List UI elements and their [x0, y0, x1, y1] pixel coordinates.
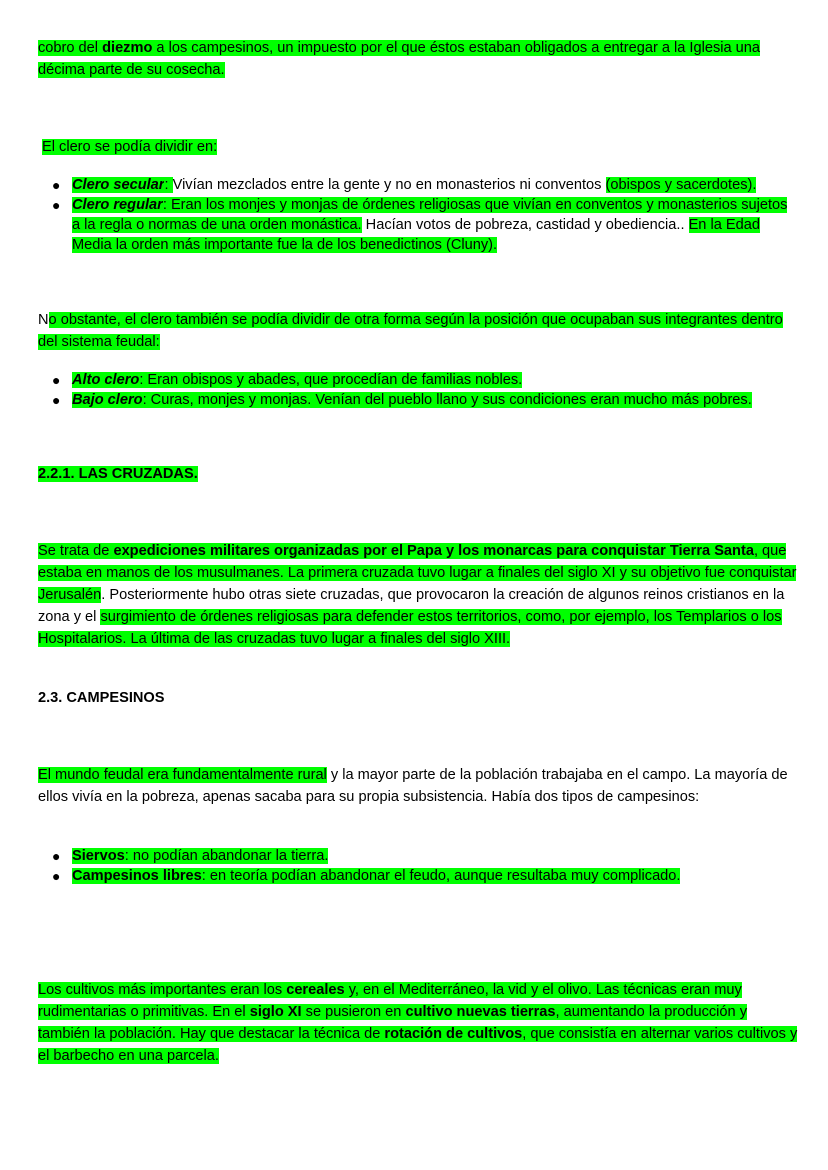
- section-heading-campesinos: [38, 687, 798, 709]
- list-campesinos: [38, 846, 798, 886]
- paragraph-diezmo: [38, 37, 798, 81]
- bold-text: cereales: [286, 982, 345, 998]
- term: Clero secular: [72, 177, 165, 193]
- highlight: El mundo feudal era fundamentalmente rural: [38, 767, 327, 783]
- paragraph-mundo-feudal: [38, 764, 798, 808]
- text: :: [164, 177, 173, 193]
- text: se pusieron en: [301, 1004, 406, 1020]
- list-item: [38, 846, 798, 866]
- bullet-icon: ●: [52, 868, 61, 884]
- paragraph-clero-intro: [42, 136, 802, 158]
- bullet-icon: ●: [52, 372, 61, 388]
- paragraph-cultivos: [38, 979, 798, 1067]
- list-alto-bajo: [38, 370, 798, 410]
- bullet-icon: ●: [52, 848, 61, 864]
- highlight: o obstante, el clero también se podía dividir de otra forma según la posición que ocupaban sus integrantes dentro del sistema feudal:: [38, 312, 783, 350]
- heading-text: 2.3. CAMPESINOS: [38, 690, 165, 706]
- text: , aumentando la producción y también la población. Hay que destacar la técnica de: [38, 1004, 747, 1042]
- text: : Curas, monjes y monjas. Venían del pueblo llano y sus condiciones eran mucho más pobres.: [142, 392, 752, 408]
- text: N: [38, 312, 49, 328]
- text: : no podían abandonar la tierra.: [124, 848, 329, 864]
- bold-text: rotación de cultivos: [384, 1026, 523, 1042]
- list-item: [38, 195, 798, 255]
- text: (obispos y sacerdotes).: [605, 177, 757, 193]
- list-clero: [38, 175, 798, 255]
- text: Los cultivos más importantes eran los: [38, 982, 287, 998]
- text: Vivían mezclados entre la gente y no en monasterios ni conventos: [172, 177, 606, 193]
- bold-text: diezmo: [102, 40, 153, 56]
- term: Bajo clero: [72, 392, 143, 408]
- text: y, en el Mediterráneo, la vid y el olivo. Las técnicas eran muy rudimentarias o primitivas. En el: [38, 982, 742, 1020]
- text: , que consistía en alternar varios cultivos y el barbecho en una parcela.: [38, 1026, 798, 1064]
- bold-text: cultivo nuevas tierras: [405, 1004, 556, 1020]
- highlight: [38, 40, 760, 78]
- text: En la Edad Media la orden más importante fue la de los benedictinos (Cluny).: [72, 217, 760, 253]
- text: : en teoría podían abandonar el feudo, aunque resultaba muy complicado.: [201, 868, 681, 884]
- list-item: [38, 866, 798, 886]
- list-item: [38, 390, 798, 410]
- text: cobro del: [38, 40, 103, 56]
- text: . Posteriormente hubo otras siete cruzadas, que provocaron la creación de algunos reinos cristianos en la zona y el: [38, 587, 785, 625]
- bullet-icon: ●: [52, 197, 61, 213]
- list-item: [38, 175, 798, 195]
- term: Campesinos libres: [72, 868, 202, 884]
- paragraph-no-obstante: [38, 309, 798, 353]
- text: : Eran obispos y abades, que procedían de familias nobles.: [139, 372, 523, 388]
- bold-text: siglo XI: [249, 1004, 302, 1020]
- highlight: surgimiento de órdenes religiosas para defender estos territorios, como, por ejemplo, los Templarios o los Hospitalarios. La última de las cruzadas tuvo lugar a finales del siglo XIII.: [38, 609, 782, 647]
- bullet-icon: ●: [52, 392, 61, 408]
- highlight: [38, 982, 797, 1064]
- text: , que estaba en manos de los musulmanes. La primera cruzada tuvo lugar a finales del siglo XI y su objetivo fue conquistar Jerusalén: [38, 543, 797, 603]
- bullet-icon: ●: [52, 177, 61, 193]
- text: Se trata de: [38, 543, 114, 559]
- text: a los campesinos, un impuesto por el que éstos estaban obligados a entregar a la Iglesia una décima parte de su cosecha.: [38, 40, 761, 78]
- text: y la mayor parte de la población trabajaba en el campo. La mayoría de ellos vivía en la pobreza, apenas sacaba para su propia subsistencia. Había dos tipos de campesinos:: [38, 767, 788, 805]
- text: : Eran los monjes y monjas de órdenes religiosas que vivían en conventos y monasterios sujetos a la regla o normas de una orden monástica.: [72, 197, 788, 233]
- term: Clero regular: [72, 197, 163, 213]
- list-item: [38, 370, 798, 390]
- text: Hacían votos de pobreza, castidad y obediencia..: [361, 217, 689, 233]
- term: Siervos: [72, 848, 125, 864]
- term: Alto clero: [72, 372, 140, 388]
- paragraph-cruzadas: [38, 540, 798, 650]
- heading-text: 2.2.1. LAS CRUZADAS.: [38, 466, 198, 482]
- highlight: El clero se podía dividir en:: [42, 139, 218, 155]
- section-heading-cruzadas: [38, 463, 798, 485]
- bold-text: expediciones militares organizadas por el Papa y los monarcas para conquistar Tierra Santa: [113, 543, 754, 559]
